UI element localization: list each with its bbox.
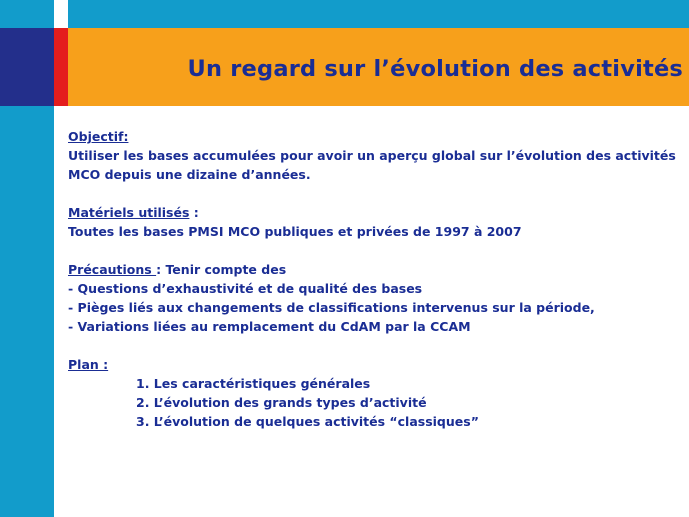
materiels-section: [68, 203, 683, 241]
materiels-text: Toutes les bases PMSI MCO publiques et privées de 1997 à 2007: [68, 224, 522, 239]
plan-list: [68, 374, 683, 431]
objectif-section: [68, 127, 683, 184]
precautions-heading: Précautions: [68, 262, 157, 277]
precaution-item: - Variations liées au remplacement du CdAM par la CCAM: [68, 319, 471, 334]
objectif-text: Utiliser les bases accumulées pour avoir un aperçu global sur l’évolution des activités MCO depuis une dizaine d’années.: [68, 148, 676, 182]
plan-item: 1. Les caractéristiques générales: [136, 376, 371, 391]
precaution-item: - Pièges liés aux changements de classifications intervenus sur la période,: [68, 300, 595, 315]
plan-item: 3. L’évolution de quelques activités “classiques”: [136, 414, 479, 429]
left-stripe-navy: [0, 28, 54, 106]
materiels-heading: Matériels utilisés: [68, 205, 190, 220]
plan-section: [68, 355, 683, 431]
top-bar-cyan: [68, 0, 689, 28]
materiels-heading-suffix: :: [189, 205, 199, 220]
left-stripe-red: [54, 28, 68, 106]
precautions-section: [68, 260, 683, 336]
plan-heading: Plan :: [68, 357, 109, 372]
precaution-item: - Questions d’exhaustivité et de qualité des bases: [68, 281, 423, 296]
slide-title: Un regard sur l’évolution des activités: [187, 56, 683, 82]
slide-content: [68, 127, 683, 450]
objectif-heading: Objectif:: [68, 129, 129, 144]
precautions-heading-suffix: : Tenir compte des: [156, 262, 287, 277]
plan-item: 2. L’évolution des grands types d’activité: [136, 395, 427, 410]
top-white-gap: [54, 0, 68, 28]
